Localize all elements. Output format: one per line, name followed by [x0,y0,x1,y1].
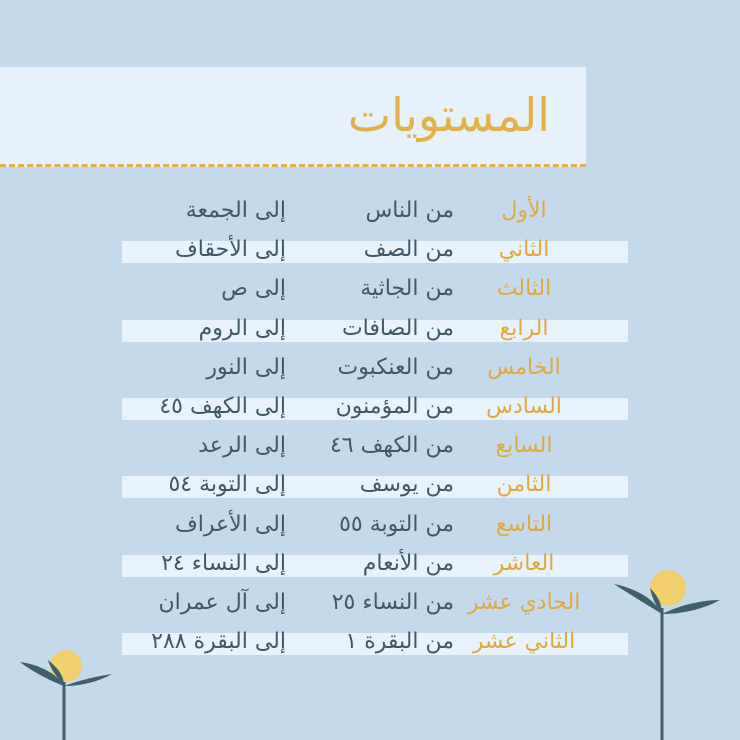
level-from: من الأنعام [362,550,454,576]
level-from: من النساء ٢٥ [331,589,454,615]
level-from: من الجاثية [360,276,454,302]
level-to: إلى الأحقاف [174,237,286,263]
level-name: السابع [495,433,553,459]
level-from: من الكهف ٤٦ [329,433,454,459]
level-row [0,349,740,388]
level-to: إلى الأعراف [175,511,286,537]
level-to: إلى الكهف ٤٥ [159,393,286,419]
level-to: إلى آل عمران [158,589,286,615]
right-flower-icon [612,568,722,740]
left-flower-icon [18,646,114,740]
level-from: من يوسف [359,472,454,498]
level-row [0,466,740,505]
level-from: من التوبة ٥٥ [339,511,454,537]
level-name: الأول [501,198,547,223]
level-name: الثامن [496,472,552,498]
level-name: الحادي عشر [467,589,581,615]
level-name: الرابع [499,315,549,341]
level-name: العاشر [493,550,555,576]
level-row [0,192,740,231]
title-dashed-divider [0,164,586,167]
level-to: إلى الجمعة [185,198,286,223]
level-to: إلى الرعد [198,433,286,459]
page-title: المستويات [347,88,550,142]
level-row [0,427,740,466]
level-row [0,231,740,270]
title-banner [0,67,586,167]
level-name: الخامس [487,354,561,380]
level-row [0,506,740,545]
level-from: من الصافات [341,315,454,341]
level-row [0,310,740,349]
level-name: الثالث [496,276,552,302]
level-row [0,388,740,427]
level-to: إلى النساء ٢٤ [161,550,286,576]
level-row [0,270,740,309]
level-name: الثاني عشر [472,629,576,655]
level-to: إلى التوبة ٥٤ [168,472,286,498]
level-from: من الناس [365,198,454,223]
level-name: السادس [486,393,562,419]
level-to: إلى ص [221,276,286,302]
level-to: إلى البقرة ٢٨٨ [151,629,286,655]
level-to: إلى الروم [198,315,286,341]
level-from: من الصف [363,237,454,263]
level-name: الثاني [498,237,550,263]
level-from: من البقرة ١ [345,629,454,655]
level-from: من العنكبوت [337,354,454,380]
level-to: إلى النور [206,354,286,380]
level-from: من المؤمنون [335,393,454,419]
level-name: التاسع [495,511,553,537]
